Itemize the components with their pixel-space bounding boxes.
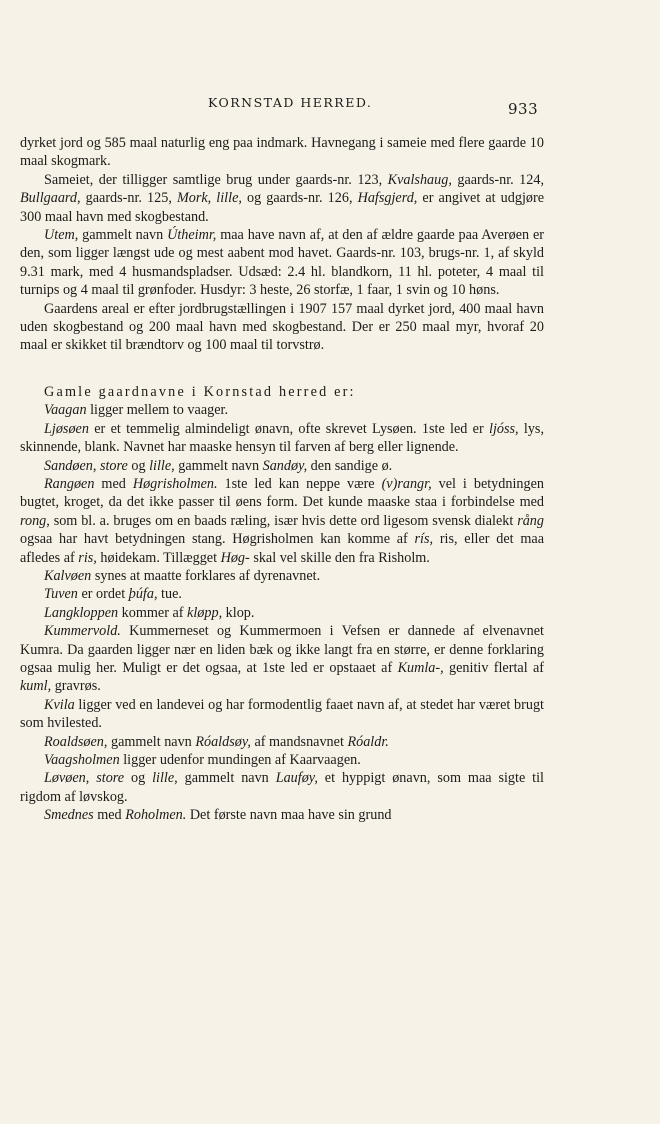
entry-langkloppen: Langkloppen kommer af kløpp, klop. [44,604,255,621]
paragraph-continued: dyrket jord og 585 maal naturlig eng paa indmark. Havnegang i sameie med flere gaarde 10 maal skogmark. [20,135,544,170]
paragraph-areal: Gaardens areal er efter jordbrugstællingen i 1907 157 maal dyrket jord, 400 maal havn uden skogbestand og 200 maal havn med skogbestand. Der er 250 maal myr, hvoraf 20 maal er skikket til brændtorv og 100 maal til torvstrø. [20,300,544,354]
paragraph-sameiet: Sameiet, der tilligger samtlige brug under gaards-nr. 123, Kvalshaug, gaards-nr. 124, Bullgaard, gaards-nr. 125, Mork, lille, og gaards-nr. 126, Hafsgjerd, er angivet at udgjøre 300 maal havn med skogbestand. [20,171,545,225]
entry-rangoen: Rangøen med Høgrisholmen. 1ste led kan neppe være (v)rangr, vel i betydningen bugtet, kroget, da det ikke passer til øens form. Det kunde maaske staa i forbindelse med rong, som bl. a. bruges om en baads ræling, især hvis dette ord ligesom svensk dialekt rång ogsaa har havt betydningen stang. Høgrisholmen kan komme af rís, ris, eller det maa afledes af ris, høidekam. Tillægget Høg- skal vel skille den fra Risholm. [20,475,544,566]
entry-vaagan: Vaagan ligger mellem to vaager. [44,402,228,419]
entry-lovoen: Løvøen, store og lille, gammelt navn Lauføy, et hyppigt ønavn, som maa sigte til rigdom af løvskog. [20,770,544,805]
entry-smednes: Smednes med Roholmen. Det første navn maa have sin grund [44,807,392,824]
entry-sandoen: Sandøen, store og lille, gammelt navn Sandøy, den sandige ø. [44,457,393,474]
entry-vaagsholmen: Vaagsholmen ligger udenfor mundingen af Kaarvaagen. [44,752,361,768]
section-heading-gamle-gaardnavne: Gamle gaardnavne i Kornstad herred er: [44,383,356,400]
page-number: 933 [508,100,539,118]
entry-tuven: Tuven er ordet þúfa, tue. [44,586,182,603]
entry-kvila: Kvila ligger ved en landevei og har formodentlig faaet navn af, at stedet har været brugt som hvilested. [20,696,544,732]
entry-roaldsoen: Roaldsøen, gammelt navn Róaldsøy, af mandsnavnet Róaldr. [44,733,389,750]
running-header-title: KORNSTAD HERRED. [208,95,373,110]
paragraph-utem: Utem, gammelt navn Útheimr, maa have navn af, at den af ældre gaarde paa Averøen er den, som ligger længst ude og mest aabent mod havet. Gaards-nr. 103, brugs-nr. 1, af skyld 9.31 mark, med 4 husmandspladser. Udsæd: 2.4 hl. blandkorn, 11 hl. poteter, 4 maal til turnips og 4 maal til grønfoder. Husdyr: 3 heste, 26 storfæ, 1 faar, 1 svin og 10 høns. [20,227,544,299]
entry-ljosoen: Ljøsøen er et temmelig almindeligt ønavn, ofte skrevet Lysøen. 1ste led er ljóss, lys, skinnende, blank. Navnet har maaske hensyn til farven af berg eller lignende. [20,420,544,456]
entry-kalvoen: Kalvøen synes at maatte forklares af dyrenavnet. [44,567,321,584]
page-body [20,134,544,825]
entry-kummervold: Kummervold. Kummerneset og Kummermoen i Vefsen er dannede af elvenavnet Kumra. Da gaarden ligger nær en liden bæk og ikke langt fra en større, er denne forklaring ogsaa mulig her. Muligt er det ogsaa, at 1ste led er opstaaet af Kumla-, genitiv flertal af kuml, gravrøs. [20,623,544,695]
